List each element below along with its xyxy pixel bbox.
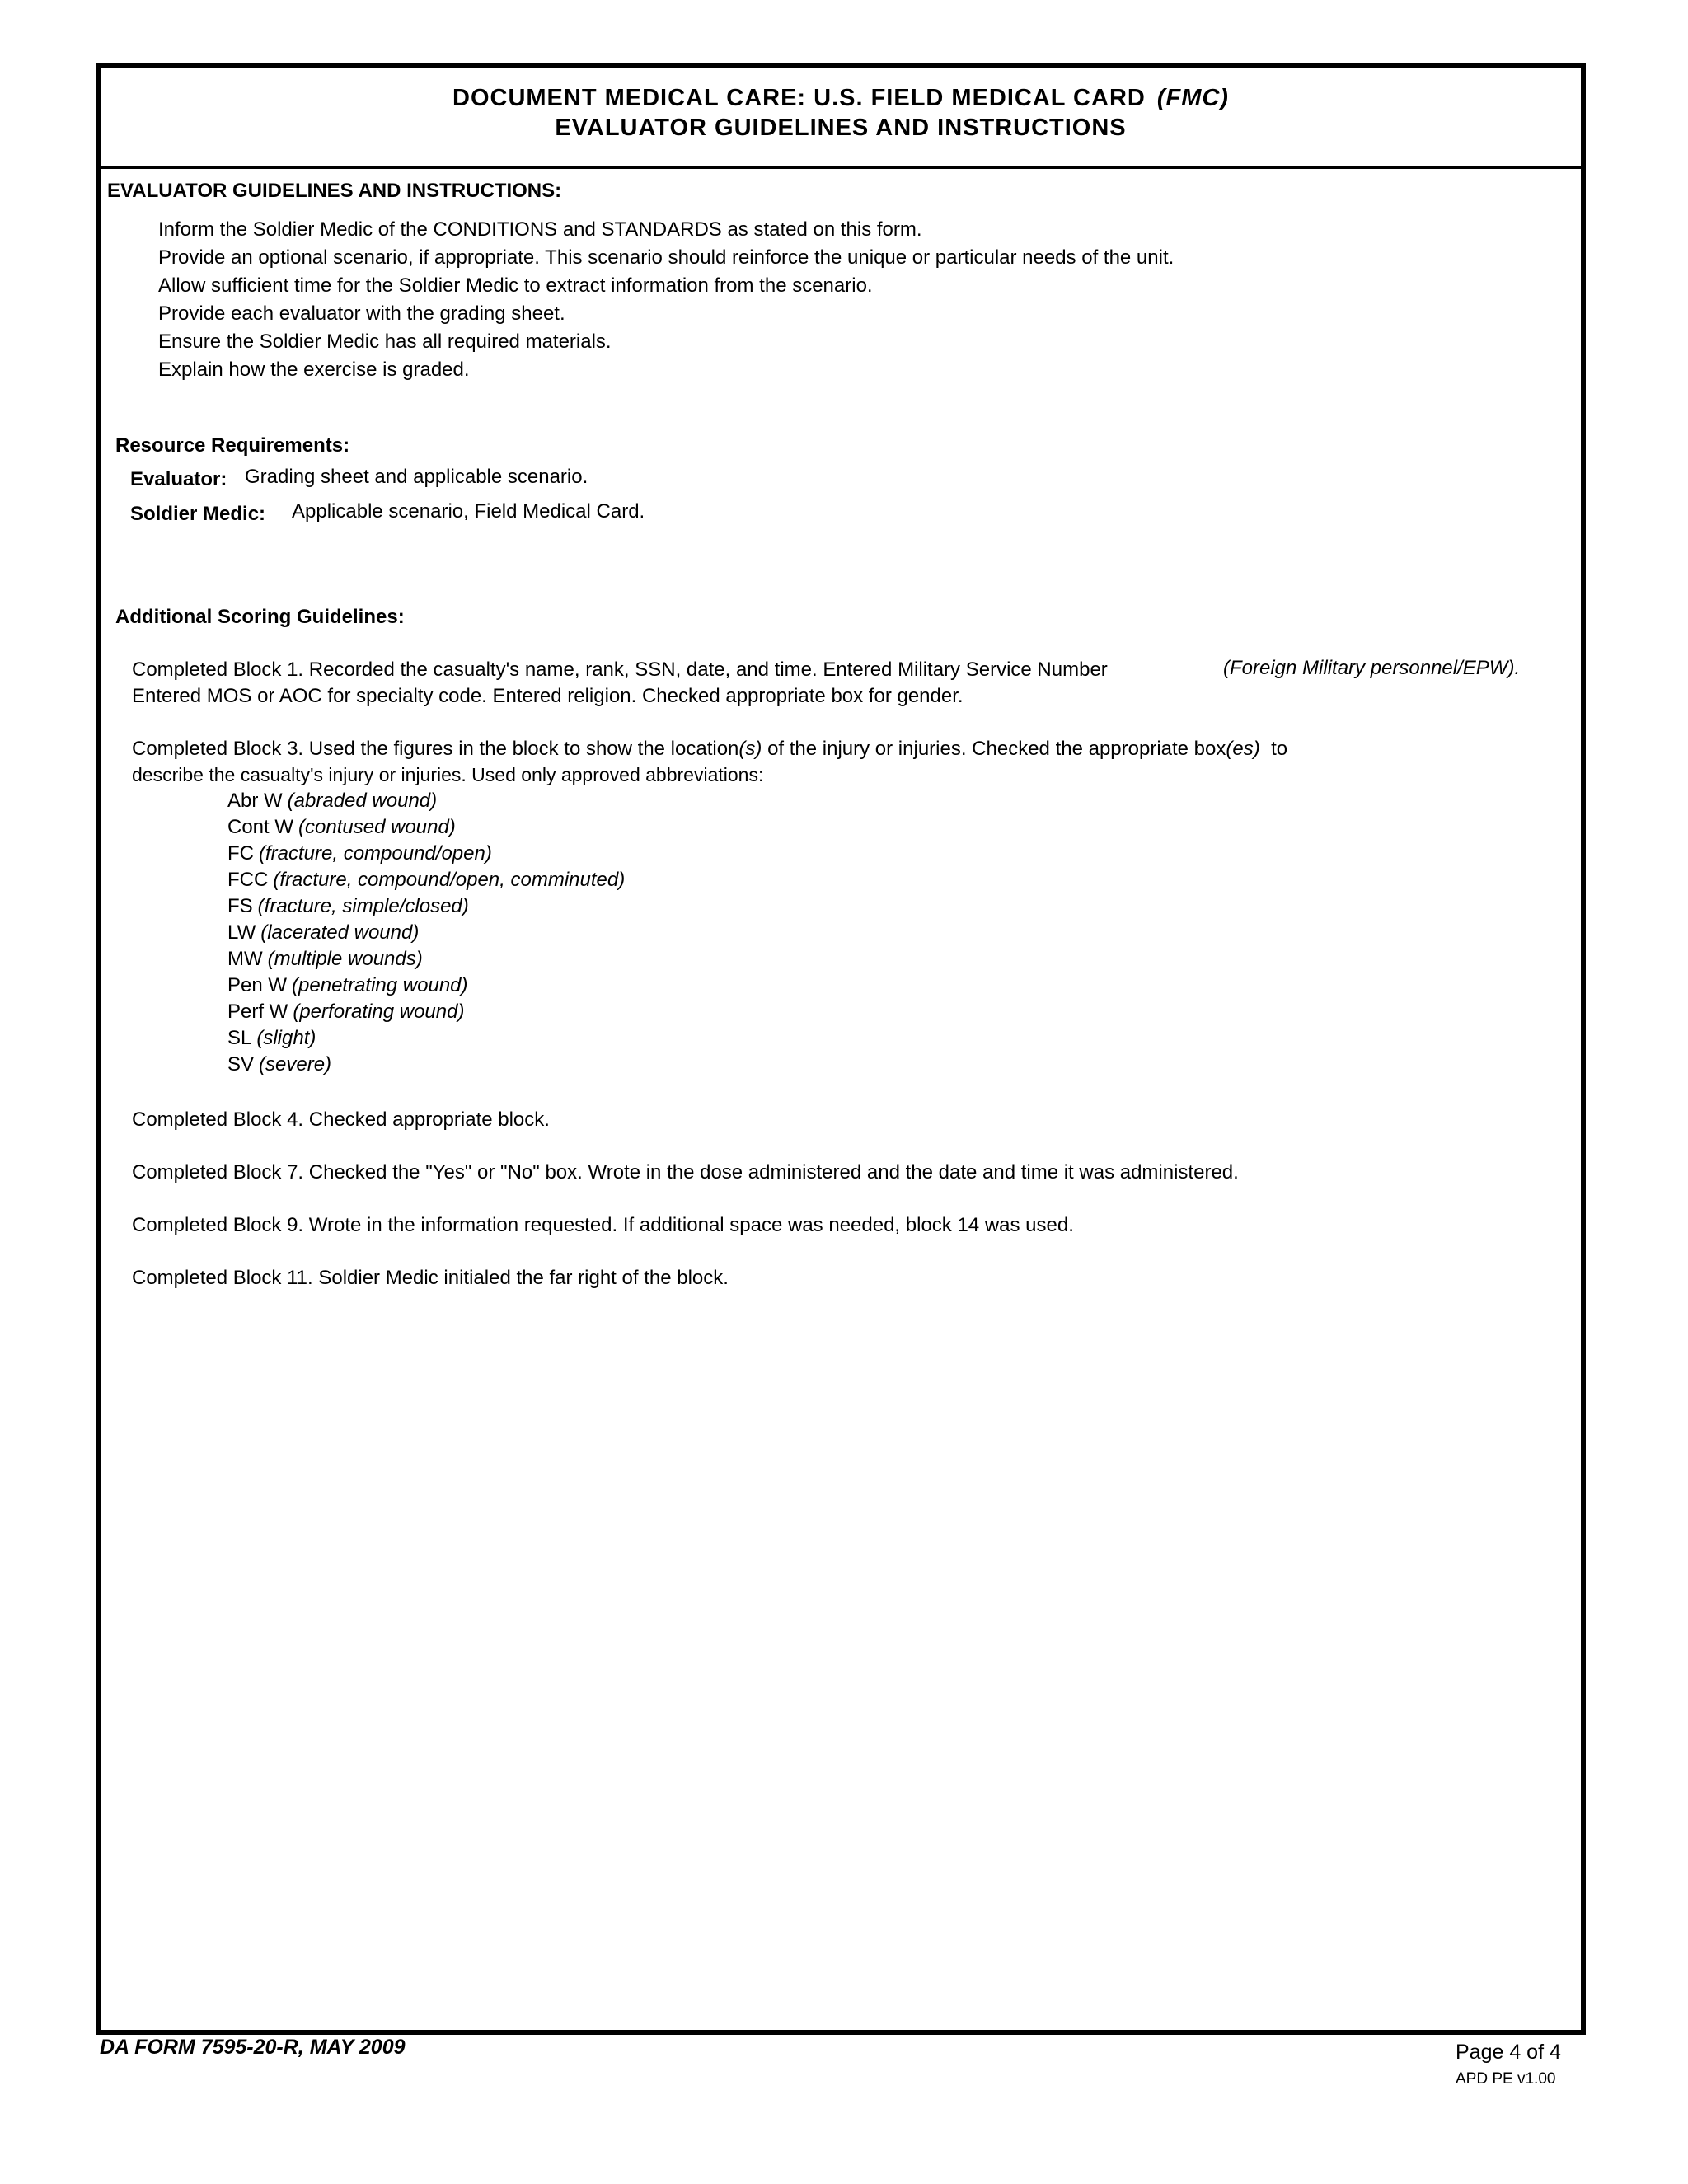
abbr-desc: (multiple wounds) (267, 948, 423, 970)
title-abbrev: (FMC) (1156, 85, 1229, 111)
abbr-desc: (abraded wound) (287, 790, 438, 812)
title-box (101, 68, 1581, 169)
instruction-item: Explain how the exercise is graded. (158, 359, 470, 381)
page-subtitle: EVALUATOR GUIDELINES AND INSTRUCTIONS (555, 115, 1127, 141)
abbr-code: Perf W (227, 1001, 288, 1023)
abbr-code: FC (227, 842, 254, 865)
abbr-code: FCC (227, 869, 269, 891)
abbr-code: MW (227, 948, 263, 970)
abbr-desc: (fracture, compound/open, comminuted) (273, 869, 626, 891)
block9-text: Completed Block 9. Wrote in the information requested. If additional space was needed, block 14 was used. (132, 1214, 1074, 1236)
abbr-code: SV (227, 1053, 255, 1076)
abbr-desc: (slight) (256, 1027, 316, 1049)
instruction-item: Inform the Soldier Medic of the CONDITIONS and STANDARDS as stated on this form. (158, 218, 922, 241)
block11-text: Completed Block 11. Soldier Medic initialed the far right of the block. (132, 1267, 729, 1289)
abbr-code: Pen W (227, 974, 288, 996)
abbr-desc: (severe) (259, 1053, 332, 1076)
page-number: Page 4 of 4 (1456, 2041, 1561, 2064)
evaluator-label: Evaluator: (130, 468, 227, 490)
instruction-item: Provide each evaluator with the grading sheet. (158, 302, 565, 325)
block3-text (132, 738, 1287, 761)
medic-value: Applicable scenario, Field Medical Card. (292, 500, 645, 523)
instruction-list (158, 216, 1174, 384)
abbr-desc: (fracture, compound/open) (259, 842, 492, 865)
abbreviation-list (227, 788, 625, 1078)
block4-text: Completed Block 4. Checked appropriate block. (132, 1108, 550, 1131)
list-item (227, 972, 625, 999)
instruction-item: Ensure the Soldier Medic has all required materials. (158, 330, 612, 353)
block3-italic-es: (es) (1226, 738, 1260, 760)
evaluator-value: Grading sheet and applicable scenario. (245, 466, 588, 488)
block1-text-line2: Entered MOS or AOC for specialty code. Entered religion. Checked appropriate box for gender. (132, 685, 964, 707)
page-title (101, 85, 1581, 112)
form-version: APD PE v1.00 (1456, 2070, 1556, 2088)
list-item (227, 999, 625, 1025)
block1-text: Completed Block 1. Recorded the casualty's name, rank, SSN, date, and time. Entered Military Service Number (132, 658, 1108, 681)
abbr-desc: (penetrating wound) (292, 974, 468, 996)
list-item (227, 946, 625, 972)
abbr-code: LW (227, 921, 256, 944)
abbr-desc: (lacerated wound) (260, 921, 420, 944)
form-identifier: DA FORM 7595-20-R, MAY 2009 (100, 2036, 406, 2059)
list-item (227, 1052, 625, 1078)
block3-part1: Completed Block 3. Used the figures in the block to show the location (132, 738, 739, 760)
abbr-desc: (fracture, simple/closed) (257, 895, 469, 917)
list-item (227, 841, 625, 867)
list-item (227, 788, 625, 814)
abbr-code: FS (227, 895, 253, 917)
instruction-item: Provide an optional scenario, if appropriate. This scenario should reinforce the unique or particular needs of the unit. (158, 246, 1175, 269)
abbr-desc: (perforating wound) (293, 1001, 465, 1023)
block3-text-line2: describe the casualty's injury or injuries. Used only approved abbreviations: (132, 764, 764, 785)
block3-part2: of the injury or injuries. Checked the appropriate box (767, 738, 1226, 760)
medic-label: Soldier Medic: (130, 503, 266, 525)
abbr-code: Cont W (227, 816, 294, 838)
scoring-heading: Additional Scoring Guidelines: (115, 606, 405, 628)
block3-part3: to (1271, 738, 1288, 760)
abbr-code: Abr W (227, 790, 283, 812)
list-item (227, 920, 625, 946)
instruction-item: Allow sufficient time for the Soldier Medic to extract information from the scenario. (158, 274, 873, 297)
evaluator-heading: EVALUATOR GUIDELINES AND INSTRUCTIONS: (107, 180, 562, 202)
list-item (227, 1025, 625, 1052)
title-main: DOCUMENT MEDICAL CARE: U.S. FIELD MEDICAL CARD (452, 85, 1146, 111)
block3-italic-s: (s) (738, 738, 762, 760)
abbr-desc: (contused wound) (298, 816, 456, 838)
list-item (227, 867, 625, 893)
block1-italic-note: (Foreign Military personnel/EPW). (1223, 657, 1521, 679)
abbr-code: SL (227, 1027, 252, 1049)
resource-heading: Resource Requirements: (115, 434, 350, 457)
list-item (227, 893, 625, 920)
block7-text: Completed Block 7. Checked the "Yes" or "No" box. Wrote in the dose administered and the date and time it was administered. (132, 1161, 1239, 1183)
list-item (227, 814, 625, 841)
